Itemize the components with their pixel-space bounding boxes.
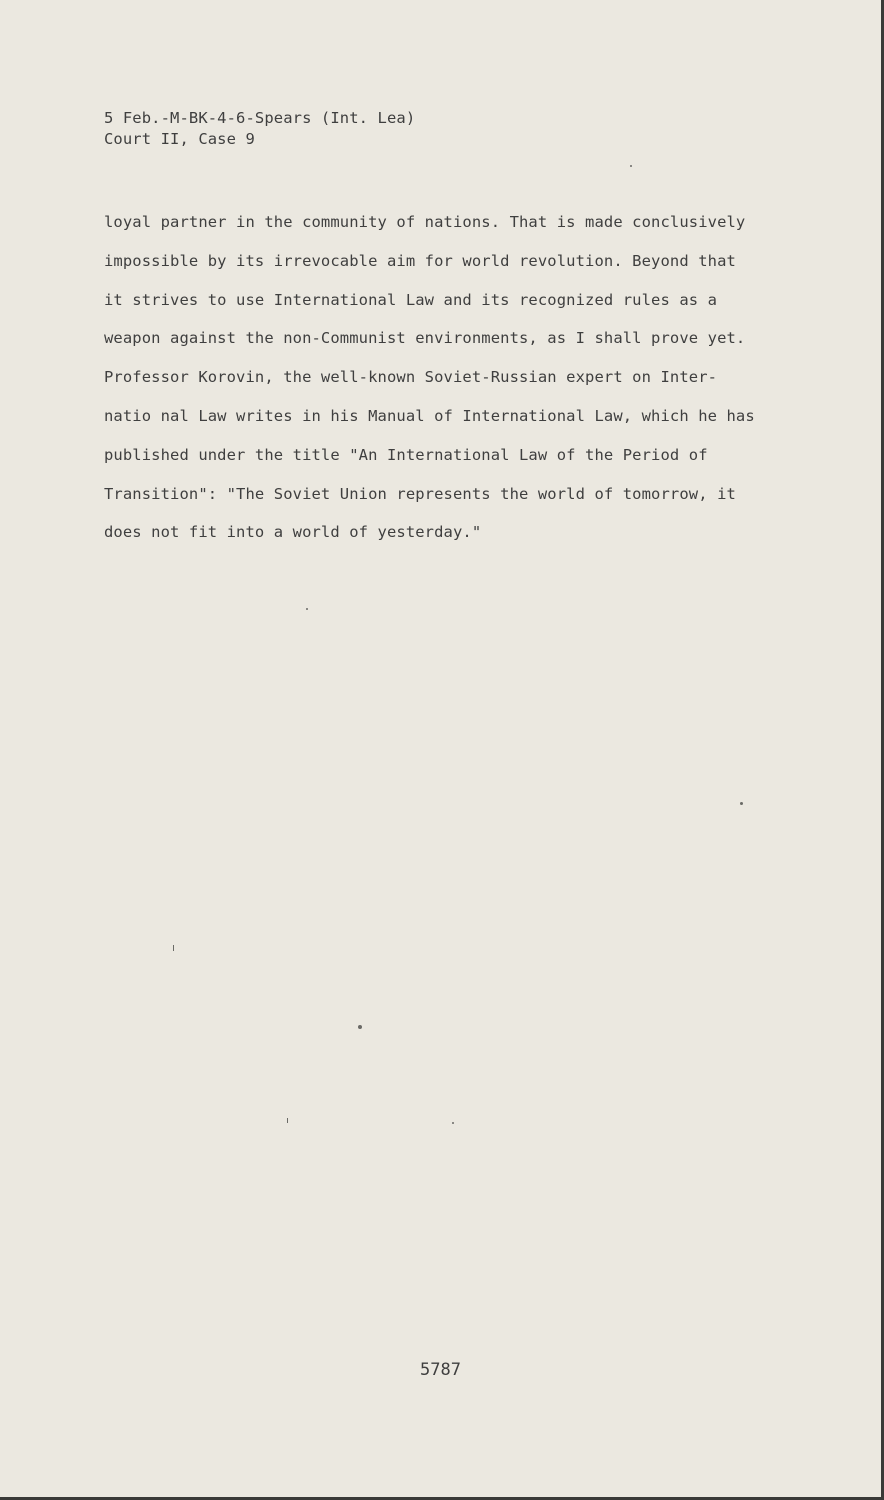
scan-speck: [358, 1025, 362, 1029]
body-line: impossible by its irrevocable aim for world revolution. Beyond that: [104, 251, 736, 270]
body-line: natio nal Law writes in his Manual of International Law, which he has: [104, 406, 755, 425]
page-number: 5787: [420, 1360, 461, 1380]
body-line: Transition": "The Soviet Union represents the world of tomorrow, it: [104, 484, 736, 503]
body-line: it strives to use International Law and its recognized rules as a: [104, 290, 718, 309]
body-line: weapon against the non-Communist environments, as I shall prove yet.: [104, 329, 746, 348]
scan-speck: [630, 165, 632, 167]
scan-speck: [173, 945, 174, 951]
body-line: Professor Korovin, the well-known Soviet-Russian expert on Inter-: [104, 368, 718, 387]
header-line-court-case: Court II, Case 9: [104, 130, 255, 148]
scan-speck: [740, 802, 743, 805]
body-line: loyal partner in the community of nations. That is made conclusively: [104, 213, 746, 231]
body-line: does not fit into a world of yesterday.": [104, 523, 482, 542]
header-line-date-reference: 5 Feb.-M-BK-4-6-Spears (Int. Lea): [104, 109, 416, 127]
scan-speck: [287, 1118, 288, 1123]
body-paragraph: [104, 203, 755, 552]
document-header: [104, 108, 415, 150]
scan-speck: [306, 608, 308, 610]
body-line: published under the title "An International Law of the Period of: [104, 445, 708, 464]
scan-speck: [452, 1122, 454, 1124]
